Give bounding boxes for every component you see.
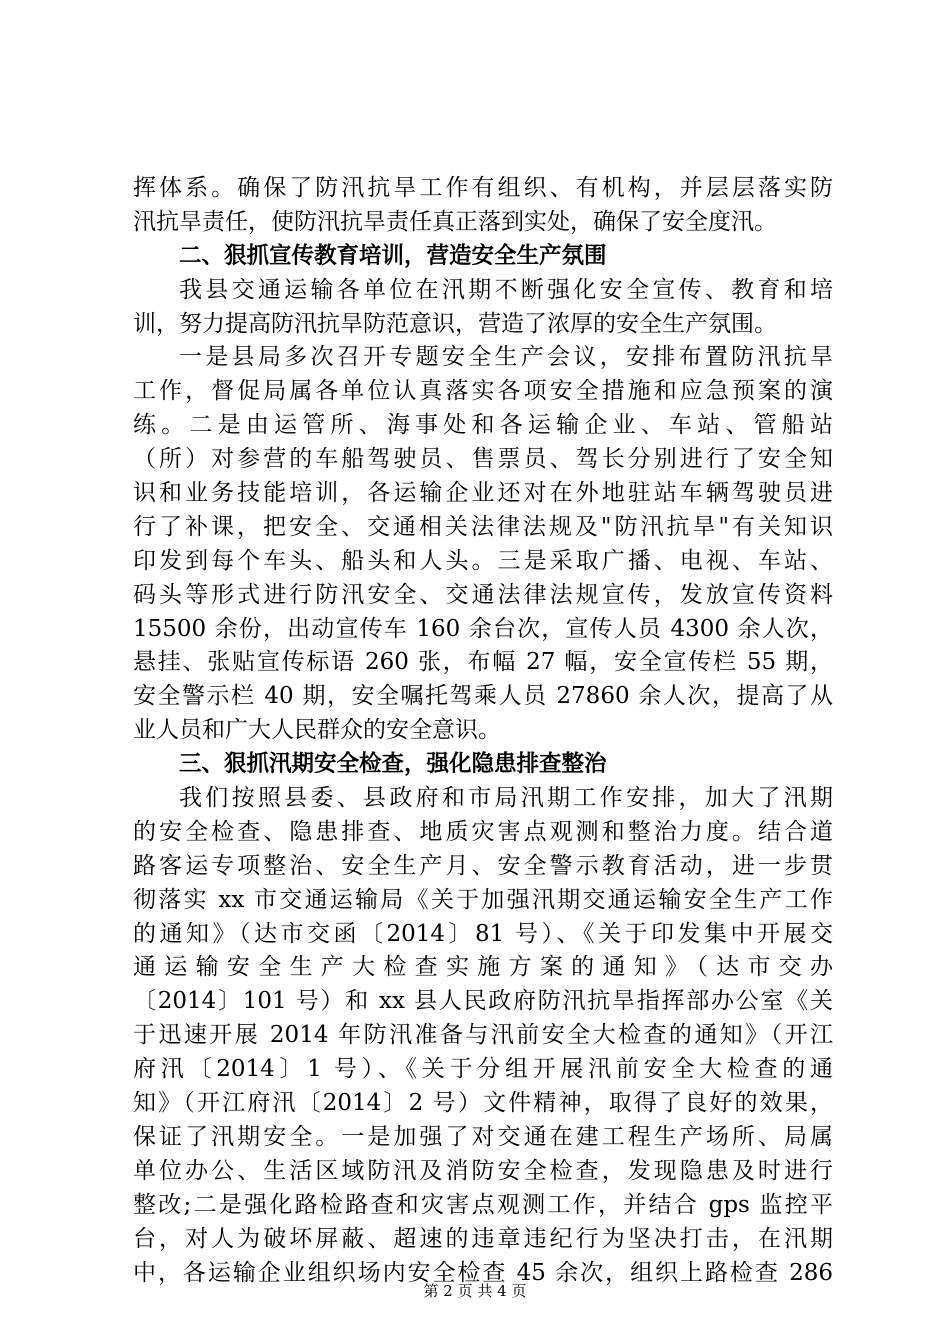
body-line: 路客运专项整治、安全生产月、安全警示教育活动，进一步贯 bbox=[133, 852, 833, 879]
body-line: 府汛〔2014〕1 号）、《关于分组开展汛前安全大检查的通 bbox=[133, 1056, 833, 1083]
paragraph-last-line: 汛抗旱责任，使防汛抗旱责任真正落到实处，确保了安全度汛。 bbox=[133, 208, 777, 235]
paragraph-first-line: 我们按照县委、县政府和市局汛期工作安排，加大了汛期 bbox=[179, 785, 833, 812]
body-line: 整改;二是强化路检路查和灾害点观测工作，并结合 gps 监控平 bbox=[133, 1191, 833, 1218]
paragraph-first-line: 一是县局多次召开专题安全生产会议，安排布置防汛抗旱 bbox=[179, 344, 833, 371]
body-line: 通运输安全生产大检查实施方案的通知》（达市交办 bbox=[133, 954, 833, 981]
page-footer: 第 2 页 共 4 页 bbox=[423, 1282, 527, 1300]
body-line: 挥体系。确保了防汛抗旱工作有组织、有机构，并层层落实防 bbox=[133, 175, 833, 201]
body-line: 工作，督促局属各单位认真落实各项安全措施和应急预案的演 bbox=[133, 378, 833, 405]
body-line: 台，对人为破坏屏蔽、超速的违章违纪行为坚决打击，在汛期 bbox=[133, 1225, 833, 1252]
body-line: 于迅速开展 2014 年防汛准备与汛前安全大检查的通知》（开江 bbox=[133, 1022, 833, 1049]
body-line: 的安全检查、隐患排查、地质灾害点观测和整治力度。结合道 bbox=[133, 818, 833, 845]
paragraph-last-line: 业人员和广大人民群众的安全意识。 bbox=[133, 717, 501, 744]
section-heading: 二、狠抓宣传教育培训，营造安全生产氛围 bbox=[179, 242, 607, 269]
body-line: （所）对参营的车船驾驶员、售票员、驾长分别进行了安全知 bbox=[133, 446, 833, 473]
body-line: 中，各运输企业组织场内安全检查 45 余次，组织上路检查 286 bbox=[133, 1259, 833, 1286]
body-line: 知》（开江府汛〔2014〕2 号）文件精神，取得了良好的效果， bbox=[133, 1090, 833, 1117]
body-line: 码头等形式进行防汛安全、交通法律法规宣传，发放宣传资料 bbox=[133, 581, 833, 608]
body-line: 行了补课，把安全、交通相关法律法规及"防汛抗旱"有关知识 bbox=[133, 513, 833, 540]
body-line: 〔2014〕101 号）和 xx 县人民政府防汛抗旱指挥部办公室《关 bbox=[133, 988, 833, 1015]
document-body bbox=[133, 172, 833, 1290]
paragraph-last-line: 训，努力提高防汛抗旱防范意识，营造了浓厚的安全生产氛围。 bbox=[133, 310, 777, 337]
body-line: 彻落实 xx 市交通运输局《关于加强汛期交通运输安全生产工作 bbox=[133, 886, 833, 913]
body-line: 保证了汛期安全。一是加强了对交通在建工程生产场所、局属 bbox=[133, 1123, 833, 1150]
body-line: 悬挂、张贴宣传标语 260 张，布幅 27 幅，安全宣传栏 55 期， bbox=[133, 649, 833, 676]
body-line: 印发到每个车头、船头和人头。三是采取广播、电视、车站、 bbox=[133, 547, 833, 574]
body-line: 15500 余份，出动宣传车 160 余台次，宣传人员 4300 余人次， bbox=[133, 615, 833, 642]
body-line: 的通知》（达市交函〔2014〕81 号）、《关于印发集中开展交 bbox=[133, 920, 833, 947]
body-line: 单位办公、生活区域防汛及消防安全检查，发现隐患及时进行 bbox=[133, 1157, 833, 1184]
body-line: 安全警示栏 40 期，安全嘱托驾乘人员 27860 余人次，提高了从 bbox=[133, 683, 833, 710]
section-heading: 三、狠抓汛期安全检查，强化隐患排查整治 bbox=[179, 751, 607, 778]
body-line: 识和业务技能培训，各运输企业还对在外地驻站车辆驾驶员进 bbox=[133, 480, 833, 507]
paragraph-first-line: 我县交通运输各单位在汛期不断强化安全宣传、教育和培 bbox=[179, 276, 833, 303]
body-line: 练。二是由运管所、海事处和各运输企业、车站、管船站 bbox=[133, 412, 833, 439]
